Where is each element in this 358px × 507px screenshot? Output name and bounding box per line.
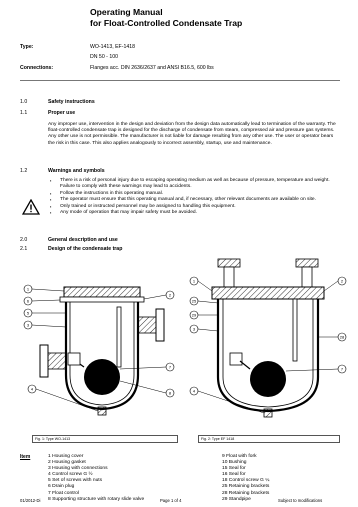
connections-value: Flanges acc. DIN 2636/2637 and ANSI B16.5, 600 lbs — [90, 65, 214, 71]
item-entry: 4 Control screw G ½ — [48, 472, 93, 478]
figure-1-wo1413 — [22, 257, 182, 447]
header-divider — [20, 80, 340, 81]
type-label: Type: — [20, 44, 34, 50]
item-entry: 5 Set of screws with nuts — [48, 478, 103, 484]
title-line-2: for Float-Controlled Condensate Trap — [90, 18, 243, 28]
warning-item: ▪ Only trained or instructed personnel may be assigned to handling this equipment. — [48, 204, 340, 210]
section-1-2-title: Warnings and symbols — [48, 168, 105, 174]
figure-2-ef1418 — [188, 257, 348, 447]
section-2-1-number: 2.1 — [20, 246, 28, 252]
section-1-number: 1.0 — [20, 99, 28, 105]
item-entry: 16 Seal for — [222, 472, 246, 478]
items-list-right — [222, 454, 269, 503]
warning-item: ▪ The operator must ensure that this operating manual and, if necessary, other relevant documents are available on site. — [48, 197, 340, 203]
item-entry: 7 Float control — [48, 490, 79, 496]
callout-label: 28 — [339, 334, 345, 340]
items-label: Item — [20, 454, 31, 460]
title-line-1: Operating Manual — [90, 7, 163, 17]
callout-label: 1 — [192, 278, 196, 284]
callout-label: 3 — [26, 322, 30, 328]
item-entry: 18 Control screw G ¼ — [222, 478, 270, 484]
callout-label: 4 — [192, 388, 196, 394]
callout-label: 2 — [340, 278, 344, 284]
item-entry: 29 Standpipe — [222, 496, 251, 502]
connections-label: Connections: — [20, 65, 54, 71]
item-entry: 28 Retaining brackets — [222, 490, 270, 496]
ef1418-drawing — [188, 257, 348, 447]
callout-label: 25 — [191, 298, 197, 304]
item-entry: 25 Retaining brackets — [222, 484, 270, 490]
item-entry: 1 Housing cover — [48, 454, 84, 459]
warning-triangle-icon — [22, 199, 40, 215]
item-entry: 10 Bushing — [222, 460, 247, 466]
footer-left: 01/2012-Di — [20, 498, 41, 503]
callout-label: 8 — [168, 390, 172, 396]
warning-item: ▪ There is a risk of personal injury due to escaping operating medium as well as because of pressure, temperature and weight. Failure to comply with these warnings may lead to accidents. — [48, 178, 340, 190]
callout-label: 3 — [192, 326, 196, 332]
figure-2-caption: Fig. 2: Type EF 1418 — [198, 435, 340, 443]
callout-label: 2 — [168, 292, 172, 298]
warnings-list — [48, 178, 340, 217]
section-2-title: General description and use — [48, 237, 118, 243]
callout-label: 4 — [30, 386, 34, 392]
callout-label: 6 — [26, 298, 30, 304]
callout-label: 5 — [26, 310, 30, 316]
figure-1-caption: Fig. 1: Type WO-1413 — [32, 435, 178, 443]
section-2-1-title: Design of the condensate trap — [48, 246, 123, 252]
section-2-number: 2.0 — [20, 237, 28, 243]
document-title — [90, 7, 242, 29]
callout-label: 29 — [191, 312, 197, 318]
callout-label: 7 — [340, 366, 344, 372]
proper-use-text: Any improper use, intervention in the design and deviation from the design data automatically lead to termination of the warranty. The float-controlled condensate trap is designed for the discharge of condensate from steam, compressed air and pressure gas systems. Any other use is not permissible. The manufacturer is not liable for damage resulting from any other use. The user or operator bears the risk in this case. This also applies analogously to incorrect assembly, startup, use and maintenance. — [48, 122, 336, 146]
callout-label: 1 — [26, 286, 30, 292]
section-1-1-title: Proper use — [48, 110, 76, 116]
wo1413-drawing — [22, 257, 182, 447]
item-entry: 15 Seal for — [222, 466, 246, 472]
type-value: WO-1413, EF-1418 — [90, 44, 135, 50]
item-entry: 6 Drain plug — [48, 484, 75, 490]
footer-page: Page 1 of 4 — [160, 498, 182, 503]
item-entry: 2 Housing gasket — [48, 460, 86, 466]
item-entry: 3 Housing with connections — [48, 466, 108, 472]
section-1-1-number: 1.1 — [20, 110, 28, 116]
item-entry: 9 Float with fork — [222, 454, 257, 459]
callout-label: 7 — [168, 364, 172, 370]
section-1-2-number: 1.2 — [20, 168, 28, 174]
item-entry: 8 Supporting structure with rotary slide valve — [48, 496, 145, 502]
section-1-title: Safety instructions — [48, 99, 95, 105]
warning-item: ▪ Follow the instructions in this operating manual. — [48, 191, 340, 197]
dn-value: DN 50 - 100 — [90, 54, 118, 60]
warning-item: ▪ Any mode of operation that may impair safety must be avoided. — [48, 210, 340, 216]
footer-right: Subject to modifications — [278, 498, 323, 503]
items-list-left — [48, 454, 144, 503]
